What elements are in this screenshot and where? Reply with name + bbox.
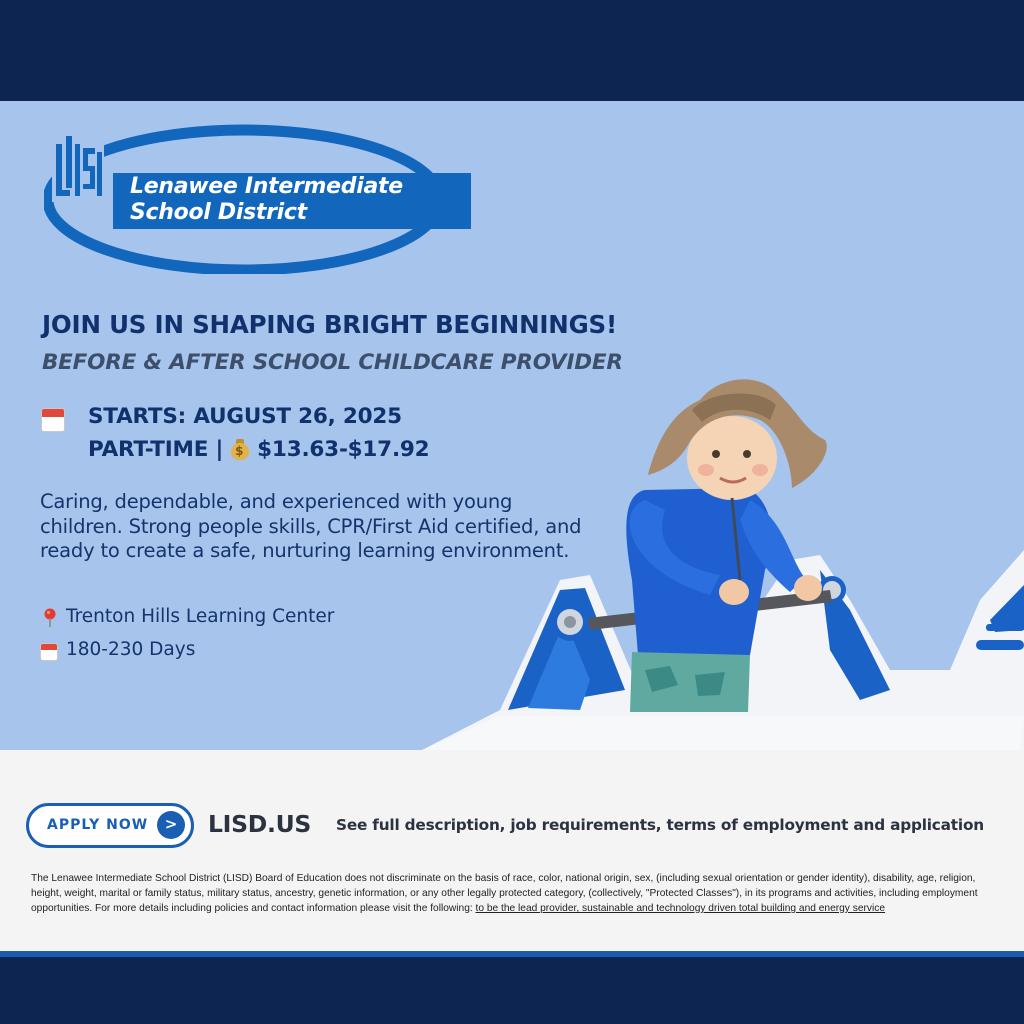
pay-range: $13.63-$17.92 [257, 437, 430, 462]
nondiscrimination-disclaimer [31, 871, 997, 916]
calendar-icon [41, 408, 65, 432]
map-pin-icon [43, 608, 57, 628]
schedule-label: PART-TIME | [88, 437, 224, 462]
start-date: STARTS: AUGUST 26, 2025 [88, 404, 402, 429]
work-days: 180-230 Days [66, 639, 196, 660]
apply-now-label: APPLY NOW [47, 817, 149, 833]
logo-name-line2: School District [130, 200, 307, 225]
apply-now-button[interactable] [26, 803, 194, 848]
disclaimer-text: The Lenawee Intermediate School District (LISD) Board of Education does not discriminate on the basis of race, color, national origin, sex, (including sexual orientation or gender identity), disability, age, religion, height, weight, marital or family status, military status, ancestry, genetic information, or any other legally protected category, (collectively, "Protected Classes"), in its programs and activities, including employment opportunities. For more details including policies and contact information please visit the following: [31, 873, 978, 914]
website-link[interactable]: LISD.US [208, 810, 311, 838]
calendar-icon [40, 643, 58, 661]
bottom-band [0, 957, 1024, 1024]
see-full-description: See full description, job requirements, terms of employment and application [336, 816, 984, 834]
footer-panel [0, 750, 1024, 951]
chevron-right-icon: > [157, 811, 185, 839]
money-bag-icon: $ [231, 439, 249, 460]
child-playground-photo [420, 370, 1024, 751]
location: Trenton Hills Learning Center [66, 606, 335, 627]
job-title: BEFORE & AFTER SCHOOL CHILDCARE PROVIDER [42, 350, 623, 375]
top-band [0, 0, 1024, 101]
headline: JOIN US IN SHAPING BRIGHT BEGINNINGS! [42, 310, 617, 339]
job-description: Caring, dependable, and experienced with young children. Strong people skills, CPR/First Aid certified, and ready to create a safe, nurturing learning environment. [40, 490, 582, 562]
schedule-pay [88, 437, 429, 462]
logo-name-line1: Lenawee Intermediate [130, 174, 403, 199]
disclaimer-link[interactable]: to be the lead provider, sustainable and technology driven total building and energy service [475, 903, 886, 914]
